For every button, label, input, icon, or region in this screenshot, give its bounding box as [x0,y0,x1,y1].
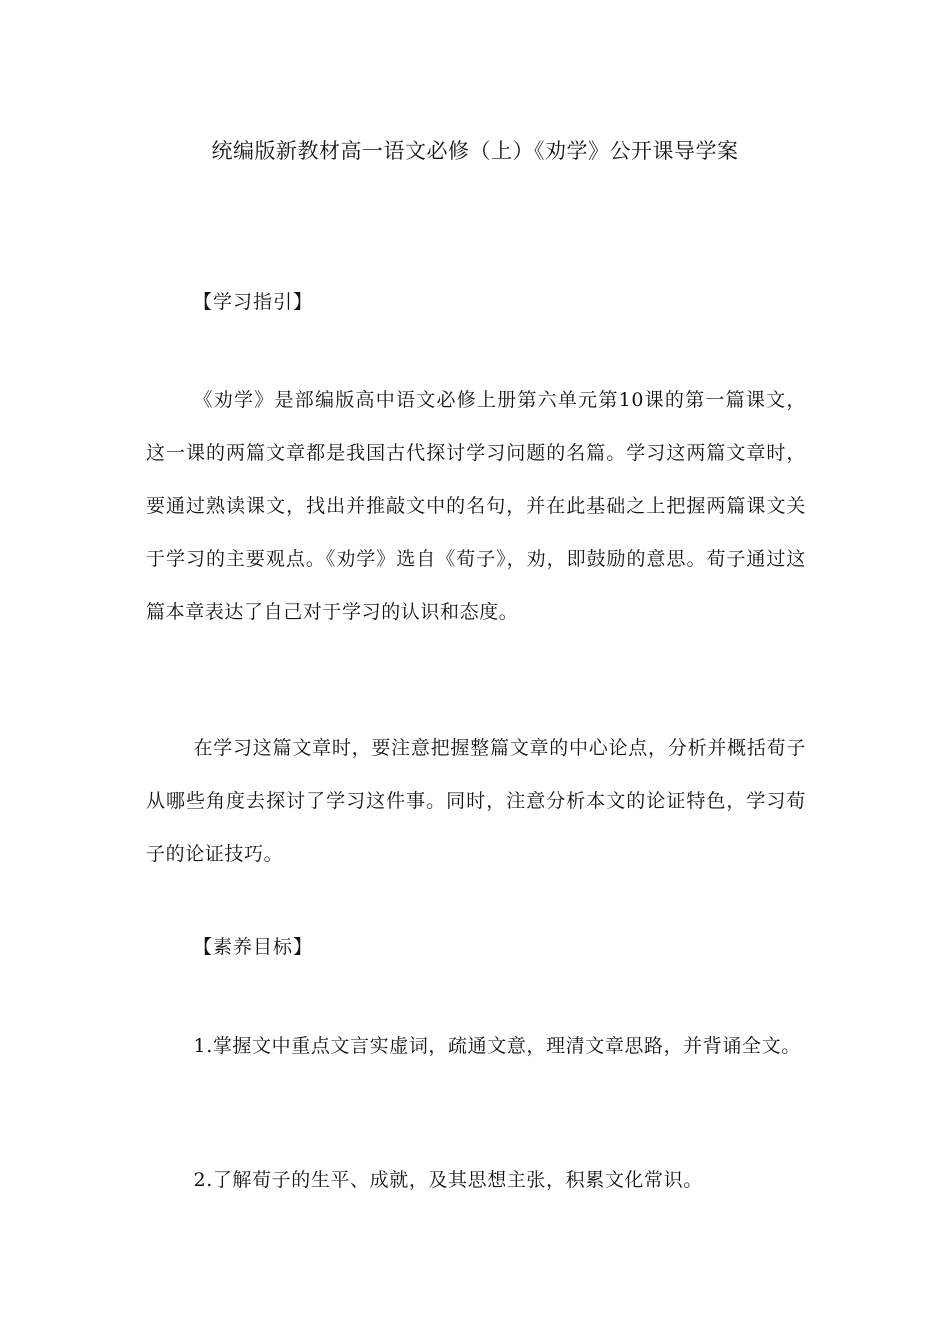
literacy-goal-item-2: 2.了解荀子的生平、成就，及其思想主张，积累文化常识。 [193,1169,703,1191]
literacy-goal-item-1: 1.掌握文中重点文言实虚词，疏通文意，理清文章思路，并背诵全文。 [193,1035,801,1057]
study-guide-paragraph-1: 《劝学》是部编版高中语文必修上册第六单元第10课的第一篇课文，这一课的两篇文章都是我国古代探讨学习问题的名篇。学习这两篇文章时，要通过熟读课文，找出并推敲文中的名句，并在此基础之上把握两篇课文关于学习的主要观点。《劝学》选自《荀子》，劝，即鼓励的意思。荀子通过这篇本章表达了自己对于学习的认识和态度。 [146,389,806,623]
section-heading-study-guide: 【学习指引】 [193,291,314,313]
section-heading-literacy-goals: 【素养目标】 [193,936,314,958]
study-guide-paragraph-2: 在学习这篇文章时，要注意把握整篇文章的中心论点，分析并概括荀子从哪些角度去探讨了学习这件事。同时，注意分析本文的论证特色，学习荀子的论证技巧。 [146,737,806,865]
document-title: 统编版新教材高一语文必修（上）《劝学》公开课导学案 [211,139,739,163]
